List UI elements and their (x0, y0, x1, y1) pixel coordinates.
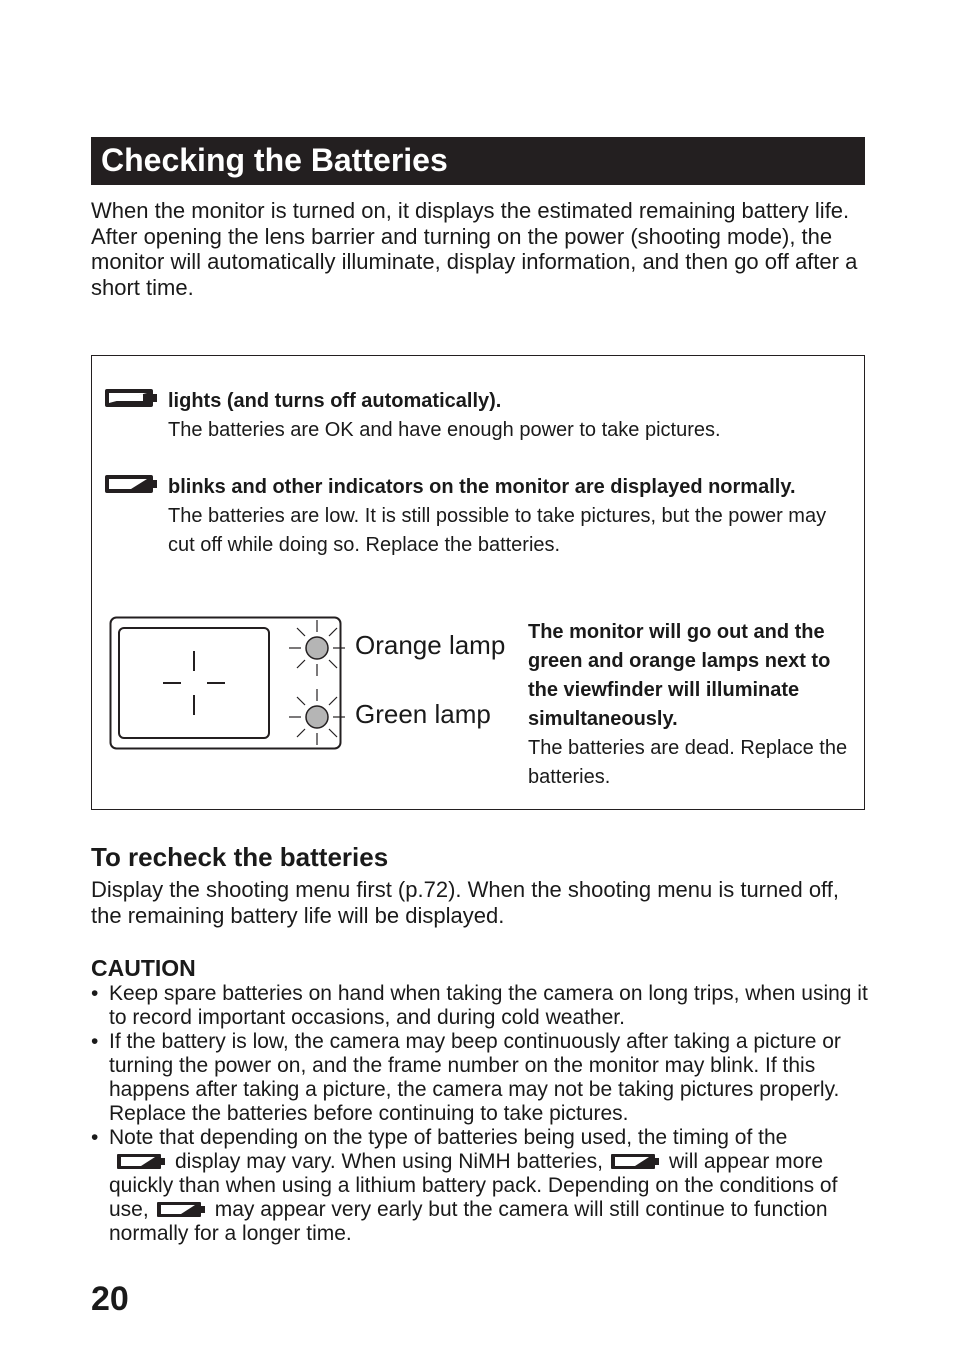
caution-heading: CAUTION (91, 955, 196, 981)
battery-low-icon (105, 475, 153, 493)
caution-item-text: Keep spare batteries on hand when taking the camera on long trips, when using it to record important occasions, and during cold weather. (109, 982, 868, 1029)
battery-dead-description (528, 618, 858, 792)
caution-item-text-part1: Note that depending on the type of batteries being used, the timing of the (109, 1126, 788, 1149)
battery-dead-body: The batteries are dead. Replace the batteries. (528, 737, 848, 788)
caution-item-text-part4: may appear very early but the camera will still continue to function normally for a longer time. (109, 1198, 828, 1245)
page-number: 20 (91, 1280, 129, 1318)
battery-status-box (91, 355, 865, 810)
page-title: Checking the Batteries (101, 142, 448, 178)
bullet: • (91, 982, 99, 1005)
battery-low-body: The batteries are low. It is still possible to take pictures, but the power may cut off while doing so. Replace the batteries. (168, 505, 827, 556)
battery-full-description (168, 387, 848, 445)
battery-low-icon (117, 1154, 161, 1169)
title-bar (91, 137, 865, 185)
battery-full-icon (105, 389, 153, 407)
battery-low-description (168, 473, 858, 560)
battery-full-body: The batteries are OK and have enough power to take pictures. (168, 419, 721, 441)
intro-text (91, 198, 871, 301)
caution-item (91, 982, 871, 1030)
caution-list (91, 982, 871, 1246)
battery-low-heading: blinks and other indicators on the monitor are displayed normally. (168, 476, 796, 498)
caution-item (91, 1030, 871, 1126)
bullet: • (91, 1126, 99, 1149)
caution-item-text: If the battery is low, the camera may beep continuously after taking a picture or turning the power on, and the frame number on the monitor may blink. If this happens after taking a picture, the camera may not be taking pictures properly. Replace the batteries before continuing to take pictures. (109, 1030, 841, 1125)
battery-dead-heading: The monitor will go out and the green and orange lamps next to the viewfinder will illuminate simultaneously. (528, 621, 831, 730)
caution-item-text-part3: will appear more quickly than when using a lithium battery pack. Depending on the conditions of use, (109, 1150, 838, 1221)
battery-low-icon (611, 1154, 655, 1169)
recheck-heading: To recheck the batteries (91, 842, 389, 872)
intro-paragraph-2: After opening the lens barrier and turning on the power (shooting mode), the monitor will automatically illuminate, display information, and then go off after a short time. (91, 223, 858, 301)
battery-full-heading: lights (and turns off automatically). (168, 390, 502, 412)
caution-item-text-part2: display may vary. When using NiMH batteries, (175, 1150, 603, 1173)
intro-paragraph-1: When the monitor is turned on, it displays the estimated remaining battery life. (91, 198, 850, 223)
green-lamp-label: Green lamp (355, 699, 491, 729)
caution-item (91, 1126, 871, 1246)
green-lamp-icon (287, 687, 347, 747)
bullet: • (91, 1030, 99, 1053)
battery-low-icon (157, 1202, 201, 1217)
recheck-body: Display the shooting menu first (p.72). When the shooting menu is turned off, the remaining battery life will be displayed. (91, 877, 839, 928)
orange-lamp-label: Orange lamp (355, 630, 506, 660)
orange-lamp-icon (287, 618, 347, 678)
